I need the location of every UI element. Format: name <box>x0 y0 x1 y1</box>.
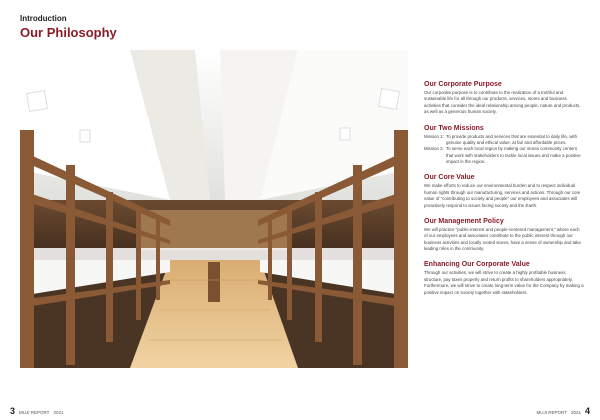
page-number-right: 4 <box>584 406 590 416</box>
core-value-section <box>424 174 584 209</box>
corporate-purpose-section <box>424 81 584 116</box>
mission-label: Mission 2: <box>424 146 444 152</box>
enhancing-value-heading: Enhancing Our Corporate Value <box>424 261 530 269</box>
management-policy-text: We will practice "public-interest and people-centered management," where each of our employees and associates contribute to the public interest through our business activities and locally rooted stores, have a sense of ownership and take leading roles in the community. <box>424 226 581 251</box>
two-missions-heading: Our Two Missions <box>424 124 484 132</box>
report-year-right: 2021 <box>570 410 581 415</box>
section-label: Introduction <box>20 14 67 23</box>
mission-text: To provide products and services that are essential to daily life, with genuine quality and ethical value, at fair and affordable prices. <box>446 133 578 145</box>
page-header <box>20 14 117 40</box>
page-number-left: 3 <box>10 406 16 416</box>
corporate-purpose-text: Our corporate purpose is to contribute to the realization of a truthful and sustainable life for all through our products, services, stores and business activities that consider the ideal relationship among people, nature and products, as well as a generous human society. <box>424 90 581 115</box>
enhancing-value-section <box>424 261 584 296</box>
report-name-right: MUJI REPORT <box>536 410 567 415</box>
report-year-left: 2021 <box>53 410 64 415</box>
mission-label: Mission 1: <box>424 133 444 139</box>
mission-item <box>424 146 584 165</box>
page-title: Our Philosophy <box>20 25 117 40</box>
enhancing-value-text: Through our activities, we will strive to create a highly profitable business structure, pay taxes properly and return profits to shareholders appropriately. Furthermore, we will strive to create long-term value for the Company by making a positive impact on society together with stakeholders. <box>424 270 584 295</box>
management-policy-section <box>424 218 584 253</box>
core-value-text: We make efforts to reduce our environmental burden and to respect individual human rights through our manufacturing, services and actions. Through our core value of "contributing to society and people" our employees and associates will proactively respond to issues facing society and the Earth. <box>424 183 581 208</box>
store-interior-photo <box>20 50 408 368</box>
management-policy-heading: Our Management Policy <box>424 217 504 225</box>
mission-text: To serve each local region by making our stores community centers that work with stakeholders to tackle local issues and make a positive impact in the region. <box>446 146 581 164</box>
report-name-left: MUJI REPORT <box>19 410 50 415</box>
footer-right <box>537 406 590 416</box>
mission-item <box>424 134 584 147</box>
two-missions-section <box>424 125 584 166</box>
core-value-heading: Our Core Value <box>424 174 475 182</box>
philosophy-content <box>424 81 584 305</box>
corporate-purpose-heading: Our Corporate Purpose <box>424 81 502 88</box>
footer-left <box>10 406 63 416</box>
